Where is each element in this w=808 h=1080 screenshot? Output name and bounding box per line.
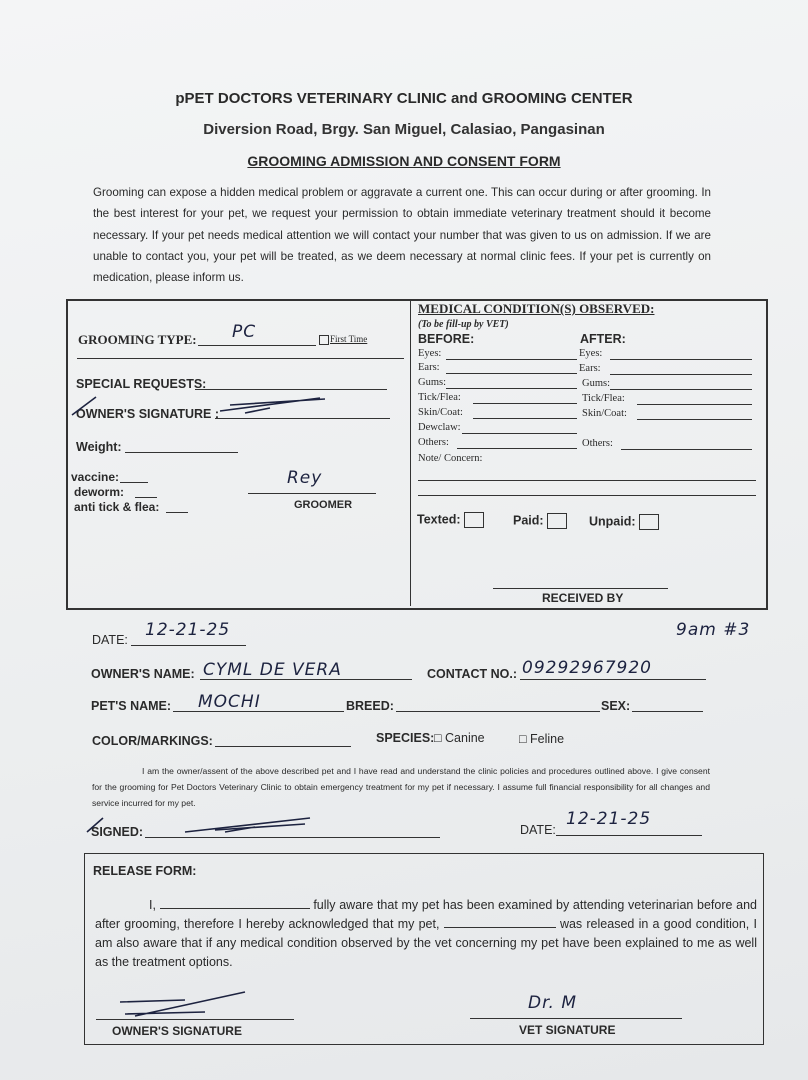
- feline-checkbox[interactable]: □ Feline: [519, 732, 565, 746]
- after-item-label: Tick/Flea:: [582, 393, 625, 404]
- signed-date-label: DATE:: [520, 823, 556, 837]
- pet-name-value: MOCHI: [198, 692, 261, 712]
- before-item-field[interactable]: [473, 418, 577, 419]
- release-text-1: fully aware that my pet has been examined by attending veterinarian before and after grooming, therefore I hereby acknowledged that my pet,: [95, 898, 757, 931]
- after-item-field[interactable]: [621, 449, 753, 450]
- paid-label: Paid:: [513, 513, 544, 528]
- clinic-address: Diversion Road, Brgy. San Miguel, Calasiao, Pangasinan: [203, 121, 605, 138]
- received-by-field[interactable]: [493, 588, 668, 589]
- note-line[interactable]: [418, 480, 756, 481]
- unpaid-label: Unpaid:: [589, 514, 636, 529]
- vet-signature-label: VET SIGNATURE: [519, 1023, 616, 1037]
- note-label: Note/ Concern:: [418, 453, 483, 464]
- contact-field[interactable]: [520, 679, 706, 680]
- before-item-field[interactable]: [446, 359, 578, 360]
- anti-tick-label: anti tick & flea:: [74, 500, 160, 514]
- groomer-field[interactable]: [248, 493, 376, 494]
- after-item-label: Skin/Coat:: [582, 408, 627, 419]
- before-item-field[interactable]: [446, 388, 578, 389]
- date-value: 12-21-25: [145, 620, 231, 640]
- contact-label: CONTACT NO.:: [427, 667, 518, 681]
- medical-title: MEDICAL CONDITION(S) OBSERVED:: [418, 301, 655, 316]
- note-line[interactable]: [418, 495, 756, 496]
- signature-scribble: [85, 810, 325, 840]
- release-title: RELEASE FORM:: [93, 864, 197, 878]
- before-item-label: Ears:: [418, 362, 440, 373]
- before-item-field[interactable]: [473, 403, 577, 404]
- after-item-label: Ears:: [579, 363, 601, 374]
- before-heading: BEFORE:: [418, 332, 475, 346]
- date-field[interactable]: [131, 645, 246, 646]
- consent-paragraph: I am the owner/assent of the above described pet and I have read and understand the clinic policies and procedures outlined above. I give consent for the grooming for Pet Doctors Veterinary Clinic to obtain emergency treatment for my pet if necessary. I assume full financial responsibility for all changes and service incurred for my pet.: [92, 766, 710, 808]
- vaccine-label: vaccine:: [71, 470, 120, 484]
- before-item-label: Dewclaw:: [418, 422, 461, 433]
- release-pet-field[interactable]: [444, 927, 556, 928]
- intro-paragraph: Grooming can expose a hidden medical problem or aggravate a current one. This can occur during or after grooming. In the best interest for your pet, we request your permission to obtain immediate veterinary treatment should it become necessary. If your pet needs medical attention we will contact your number that was given to us on admission. If we are unable to contact you, your pet will be treated, as we deem necessary at normal clinic fees. If your pet is currently on medication, please inform us.: [93, 186, 711, 285]
- time-note: 9am #3: [676, 620, 751, 640]
- after-item-field[interactable]: [610, 359, 753, 360]
- sex-field[interactable]: [632, 711, 703, 712]
- before-item-field[interactable]: [457, 448, 578, 449]
- special-requests-label: SPECIAL REQUESTS:: [76, 377, 207, 391]
- after-item-field[interactable]: [610, 374, 753, 375]
- release-name-field[interactable]: [160, 908, 310, 909]
- date-label: DATE:: [92, 633, 128, 647]
- anti-tick-field[interactable]: [166, 512, 188, 513]
- deworm-label: deworm:: [74, 485, 125, 499]
- after-item-field[interactable]: [637, 404, 752, 405]
- owner-signature-scribble: [70, 393, 340, 423]
- clinic-name: pPET DOCTORS VETERINARY CLINIC and GROOMING CENTER: [175, 90, 633, 107]
- sex-label: SEX:: [601, 699, 631, 713]
- canine-checkbox[interactable]: □ Canine: [434, 731, 485, 745]
- signed-date-value: 12-21-25: [566, 809, 652, 829]
- release-owner-label: OWNER'S SIGNATURE: [112, 1024, 242, 1038]
- after-heading: AFTER:: [580, 332, 626, 346]
- contact-value: 09292967920: [522, 658, 652, 678]
- after-item-label: Eyes:: [579, 348, 603, 359]
- texted-label: Texted:: [417, 512, 461, 527]
- signed-label: SIGNED:: [91, 825, 144, 839]
- unpaid-checkbox[interactable]: [589, 514, 659, 530]
- groomer-value: Rey: [287, 468, 323, 488]
- vaccine-field[interactable]: [120, 482, 148, 483]
- signed-date-field[interactable]: [556, 835, 702, 836]
- color-label: COLOR/MARKINGS:: [92, 734, 213, 748]
- breed-field[interactable]: [396, 711, 600, 712]
- checkbox-icon: [547, 513, 567, 529]
- before-item-field[interactable]: [462, 433, 577, 434]
- color-field[interactable]: [215, 746, 351, 747]
- checkbox-icon: [639, 514, 659, 530]
- owner-name-value: CYML DE VERA: [203, 660, 342, 680]
- special-requests-field[interactable]: [195, 389, 387, 390]
- species-label: SPECIES:: [376, 731, 435, 745]
- release-owner-field[interactable]: [96, 1019, 294, 1020]
- first-time-label: First Time: [330, 334, 368, 344]
- after-item-field[interactable]: [610, 389, 753, 390]
- weight-label: Weight:: [76, 440, 122, 454]
- after-item-label: Others:: [582, 438, 613, 449]
- checkbox-icon: [464, 512, 484, 528]
- received-by-label: RECEIVED BY: [542, 591, 624, 605]
- release-text-2: was released in a good condition, I am also aware that if any medical condition observed by the vet concerning my pet have been explained to me as well as the treatment options.: [95, 917, 757, 969]
- groomer-label: GROOMER: [294, 499, 353, 511]
- grooming-type-label: GROOMING TYPE:: [78, 332, 197, 347]
- box-divider: [410, 300, 411, 606]
- breed-label: BREED:: [346, 699, 394, 713]
- grooming-extra-line: [77, 358, 404, 359]
- owner-signature-label: OWNER'S SIGNATURE :: [76, 407, 220, 421]
- before-item-label: Skin/Coat:: [418, 407, 463, 418]
- weight-field[interactable]: [125, 452, 238, 453]
- release-owner-scribble: [115, 988, 255, 1018]
- before-item-field[interactable]: [446, 373, 578, 374]
- after-item-label: Gums:: [582, 378, 611, 389]
- release-text-i: I,: [149, 898, 156, 912]
- before-item-label: Eyes:: [418, 348, 442, 359]
- paid-checkbox[interactable]: [513, 513, 567, 529]
- deworm-field[interactable]: [135, 497, 157, 498]
- before-item-label: Others:: [418, 437, 449, 448]
- medical-subtitle: (To be fill-up by VET): [418, 319, 509, 330]
- before-item-label: Tick/Flea:: [418, 392, 461, 403]
- grooming-type-field[interactable]: [198, 345, 316, 346]
- vet-signature-value: Dr. M: [528, 993, 577, 1013]
- grooming-type-value: PC: [232, 322, 257, 342]
- texted-checkbox[interactable]: [417, 512, 484, 528]
- form-title: GROOMING ADMISSION AND CONSENT FORM: [247, 153, 561, 169]
- first-time-checkbox[interactable]: [319, 334, 367, 345]
- release-paragraph: [95, 896, 757, 972]
- owner-name-label: OWNER'S NAME:: [91, 667, 195, 681]
- after-item-field[interactable]: [637, 419, 752, 420]
- vet-signature-field[interactable]: [470, 1018, 682, 1019]
- pet-name-label: PET'S NAME:: [91, 699, 172, 713]
- before-item-label: Gums:: [418, 377, 447, 388]
